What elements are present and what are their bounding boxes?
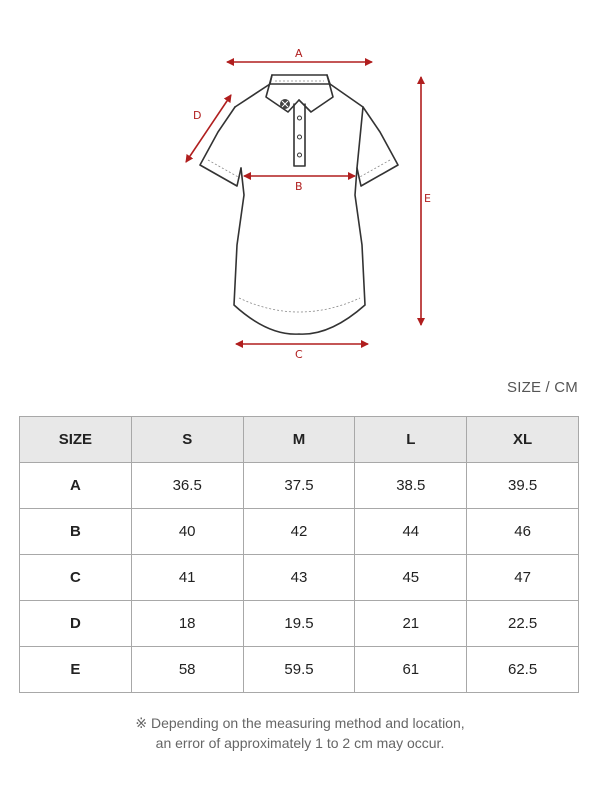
- label-e: E: [424, 192, 431, 205]
- label-d: D: [193, 109, 202, 122]
- table-cell: 47: [467, 555, 579, 601]
- table-row: [20, 647, 579, 693]
- table-cell: 43: [243, 555, 355, 601]
- label-a: A: [295, 47, 303, 60]
- table-cell: 61: [355, 647, 467, 693]
- row-label: D: [20, 601, 132, 647]
- table-cell: 62.5: [467, 647, 579, 693]
- table-cell: 59.5: [243, 647, 355, 693]
- table-cell: 58: [131, 647, 243, 693]
- placket-buttons: [298, 116, 302, 157]
- header-l: L: [355, 417, 467, 463]
- header-s: S: [131, 417, 243, 463]
- table-cell: 19.5: [243, 601, 355, 647]
- header-m: M: [243, 417, 355, 463]
- row-label: B: [20, 509, 132, 555]
- table-cell: 42: [243, 509, 355, 555]
- table-cell: 37.5: [243, 463, 355, 509]
- shirt-outline: [200, 75, 398, 334]
- note-line-2: an error of approximately 1 to 2 cm may occur.: [155, 735, 445, 751]
- table-cell: 36.5: [131, 463, 243, 509]
- table-cell: 39.5: [467, 463, 579, 509]
- table-cell: 46: [467, 509, 579, 555]
- table-cell: 21: [355, 601, 467, 647]
- row-label: E: [20, 647, 132, 693]
- table-cell: 38.5: [355, 463, 467, 509]
- table-cell: 22.5: [467, 601, 579, 647]
- table-cell: 18: [131, 601, 243, 647]
- label-b: B: [295, 180, 303, 193]
- unit-label: SIZE / CM: [507, 379, 578, 396]
- table-cell: 41: [131, 555, 243, 601]
- table-cell: 44: [355, 509, 467, 555]
- polo-shirt-measurement-diagram: [0, 0, 600, 370]
- size-chart-table: [19, 416, 579, 693]
- table-cell: 45: [355, 555, 467, 601]
- note-line-1: ※ Depending on the measuring method and location,: [135, 715, 465, 731]
- row-label: C: [20, 555, 132, 601]
- row-label: A: [20, 463, 132, 509]
- measurement-note: [0, 713, 600, 753]
- header-size: SIZE: [20, 417, 132, 463]
- table-row: [20, 601, 579, 647]
- table-row: [20, 509, 579, 555]
- header-xl: XL: [467, 417, 579, 463]
- table-cell: 40: [131, 509, 243, 555]
- table-header-row: [20, 417, 579, 463]
- label-c: C: [295, 348, 303, 361]
- logo-emblem-icon: [280, 99, 290, 109]
- table-row: [20, 555, 579, 601]
- table-row: [20, 463, 579, 509]
- arrow-d: [186, 95, 231, 162]
